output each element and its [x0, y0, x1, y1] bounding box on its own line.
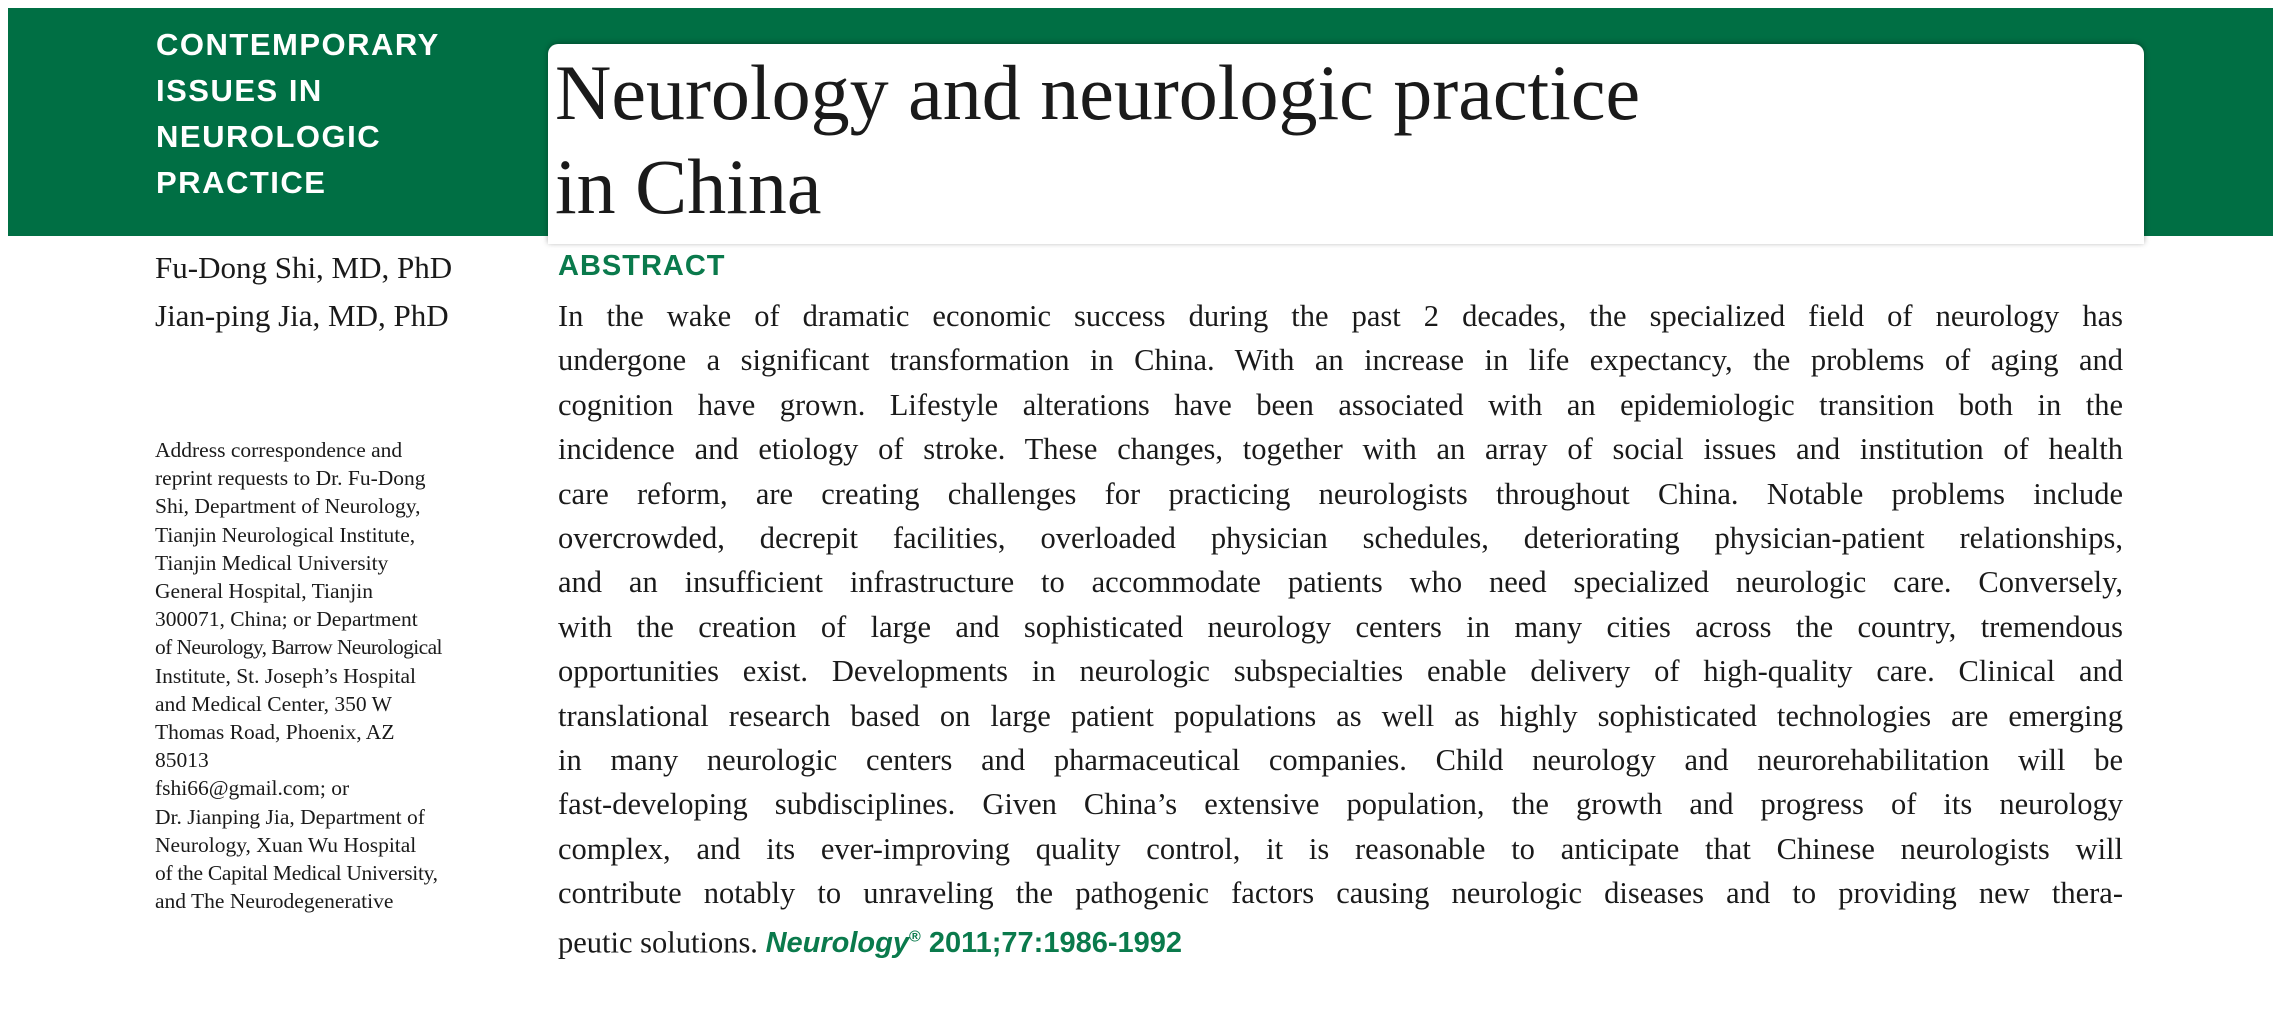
- address-line: Address correspondence and: [155, 438, 403, 462]
- address-line: reprint requests to Dr. Fu-Dong: [155, 466, 426, 491]
- title-line: Neurology and neurologic practice: [555, 49, 1641, 136]
- author-name: Jian-ping Jia, MD, PhD: [155, 298, 449, 333]
- abstract-last-line: [558, 916, 2123, 966]
- address-line: General Hospital, Tianjin: [155, 579, 373, 604]
- abstract-line: incidence and etiology of stroke. These changes, together with an array of social issues and institution of health: [558, 432, 2123, 467]
- abstract-line: opportunities exist. Developments in neurologic subspecialties enable delivery of high-quality care. Clinical and: [558, 654, 2123, 689]
- abstract-body: [558, 294, 2123, 966]
- abstract-line: complex, and its ever-improving quality control, it is reasonable to anticipate that Chinese neurologists will: [558, 831, 2123, 866]
- abstract-line: fast-developing subdisciplines. Given China’s extensive population, the growth and progress of its neurology: [558, 787, 2123, 822]
- address-line: Institute, St. Joseph’s Hospital: [155, 663, 416, 688]
- abstract-line: and an insufficient infrastructure to accommodate patients who need specialized neurologic care. Conversely,: [558, 565, 2123, 600]
- address-line: and The Neurodegenerative: [155, 889, 394, 914]
- abstract-line-text: peutic solutions.: [558, 925, 758, 960]
- abstract-line: contribute notably to unraveling the pathogenic factors causing neurologic diseases and to providing new thera-: [558, 876, 2123, 911]
- abstract-line: with the creation of large and sophisticated neurology centers in many cities across the country, tremendous: [558, 609, 2123, 644]
- abstract-line: In the wake of dramatic economic success during the past 2 decades, the specialized field of neurology has: [558, 299, 2123, 333]
- address-line: 85013: [155, 748, 209, 773]
- address-line: 300071, China; or Department: [155, 607, 418, 632]
- journal-name: Neurology: [765, 927, 909, 960]
- article-title: [555, 46, 2135, 234]
- address-line: Thomas Road, Phoenix, AZ: [155, 720, 395, 745]
- address-line: Tianjin Medical University: [155, 550, 389, 575]
- journal-citation[interactable]: [766, 927, 1182, 959]
- section-label-line: NEUROLOGIC: [156, 119, 382, 154]
- author-name: Fu-Dong Shi, MD, PhD: [155, 250, 453, 285]
- address-line: Shi, Department of Neurology,: [155, 494, 421, 519]
- address-line: Neurology, Xuan Wu Hospital: [155, 832, 417, 857]
- address-line: of Neurology, Barrow Neurological: [155, 635, 442, 660]
- section-label-line: ISSUES IN: [156, 73, 323, 108]
- section-label-line: CONTEMPORARY: [156, 27, 440, 62]
- title-line: in China: [555, 143, 822, 230]
- abstract-line: undergone a significant transformation in China. With an increase in life expectancy, the problems of aging and: [558, 343, 2123, 378]
- abstract-line: overcrowded, decrepit facilities, overloaded physician schedules, deteriorating physician-patient relationships,: [558, 521, 2123, 556]
- address-line: Dr. Jianping Jia, Department of: [155, 804, 425, 829]
- author-list: [155, 244, 535, 340]
- registered-mark: ®: [908, 928, 921, 946]
- abstract-line: cognition have grown. Lifestyle alterations have been associated with an epidemiologic transition both in the: [558, 387, 2123, 422]
- abstract-heading: ABSTRACT: [558, 250, 726, 282]
- section-label-line: PRACTICE: [156, 165, 327, 200]
- email-link[interactable]: fshi66@gmail.com; or: [155, 776, 350, 801]
- correspondence-address: [155, 436, 515, 915]
- abstract-line: care reform, are creating challenges for practicing neurologists throughout China. Notable problems include: [558, 476, 2123, 511]
- address-line: and Medical Center, 350 W: [155, 691, 392, 716]
- address-line: Tianjin Neurological Institute,: [155, 522, 416, 547]
- citation-reference: 2011;77:1986-1992: [928, 927, 1182, 960]
- abstract-line: in many neurologic centers and pharmaceutical companies. Child neurology and neurorehabilitation will be: [558, 743, 2123, 778]
- abstract-line: translational research based on large patient populations as well as highly sophisticated technologies are emerging: [558, 698, 2123, 733]
- address-line: of the Capital Medical University,: [155, 861, 438, 886]
- section-label: [156, 22, 536, 206]
